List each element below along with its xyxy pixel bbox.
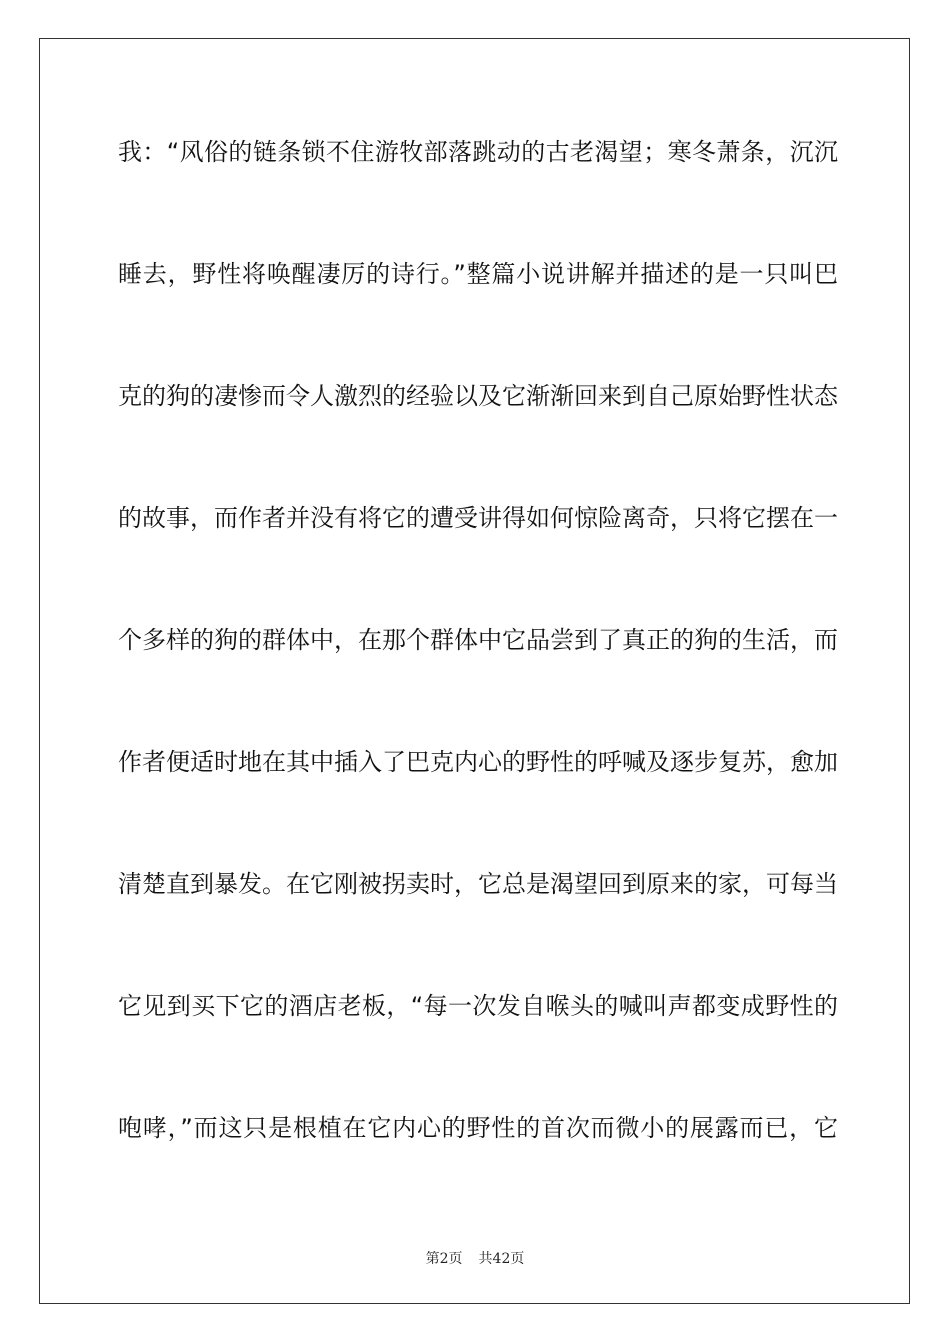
body-line: 个多样的狗的群体中，在那个群体中它品尝到了真正的狗的生活，而	[118, 626, 838, 654]
body-line: 我：“风俗的链条锁不住游牧部落跳动的古老渴望；寒冬萧条，沉沉	[118, 138, 838, 166]
body-line: 克的狗的凄惨而令人激烈的经验以及它渐渐回来到自己原始野性状态	[118, 382, 838, 410]
body-line: 咆哮，”而这只是根植在它内心的野性的首次而微小的展露而已，它	[118, 1114, 838, 1142]
page-total: 共42页	[478, 1251, 525, 1267]
page-number: 第2页	[425, 1251, 463, 1267]
page-footer	[0, 1248, 950, 1268]
body-line: 作者便适时地在其中插入了巴克内心的野性的呼喊及逐步复苏，愈加	[118, 748, 838, 776]
body-line: 睡去，野性将唤醒凄厉的诗行。”整篇小说讲解并描述的是一只叫巴	[118, 260, 838, 288]
document-body	[118, 130, 838, 1228]
body-line: 它见到买下它的酒店老板，“每一次发自喉头的喊叫声都变成野性的	[118, 992, 838, 1020]
body-line: 清楚直到暴发。在它刚被拐卖时，它总是渴望回到原来的家，可每当	[118, 870, 838, 898]
body-line: 的故事，而作者并没有将它的遭受讲得如何惊险离奇，只将它摆在一	[118, 504, 838, 532]
